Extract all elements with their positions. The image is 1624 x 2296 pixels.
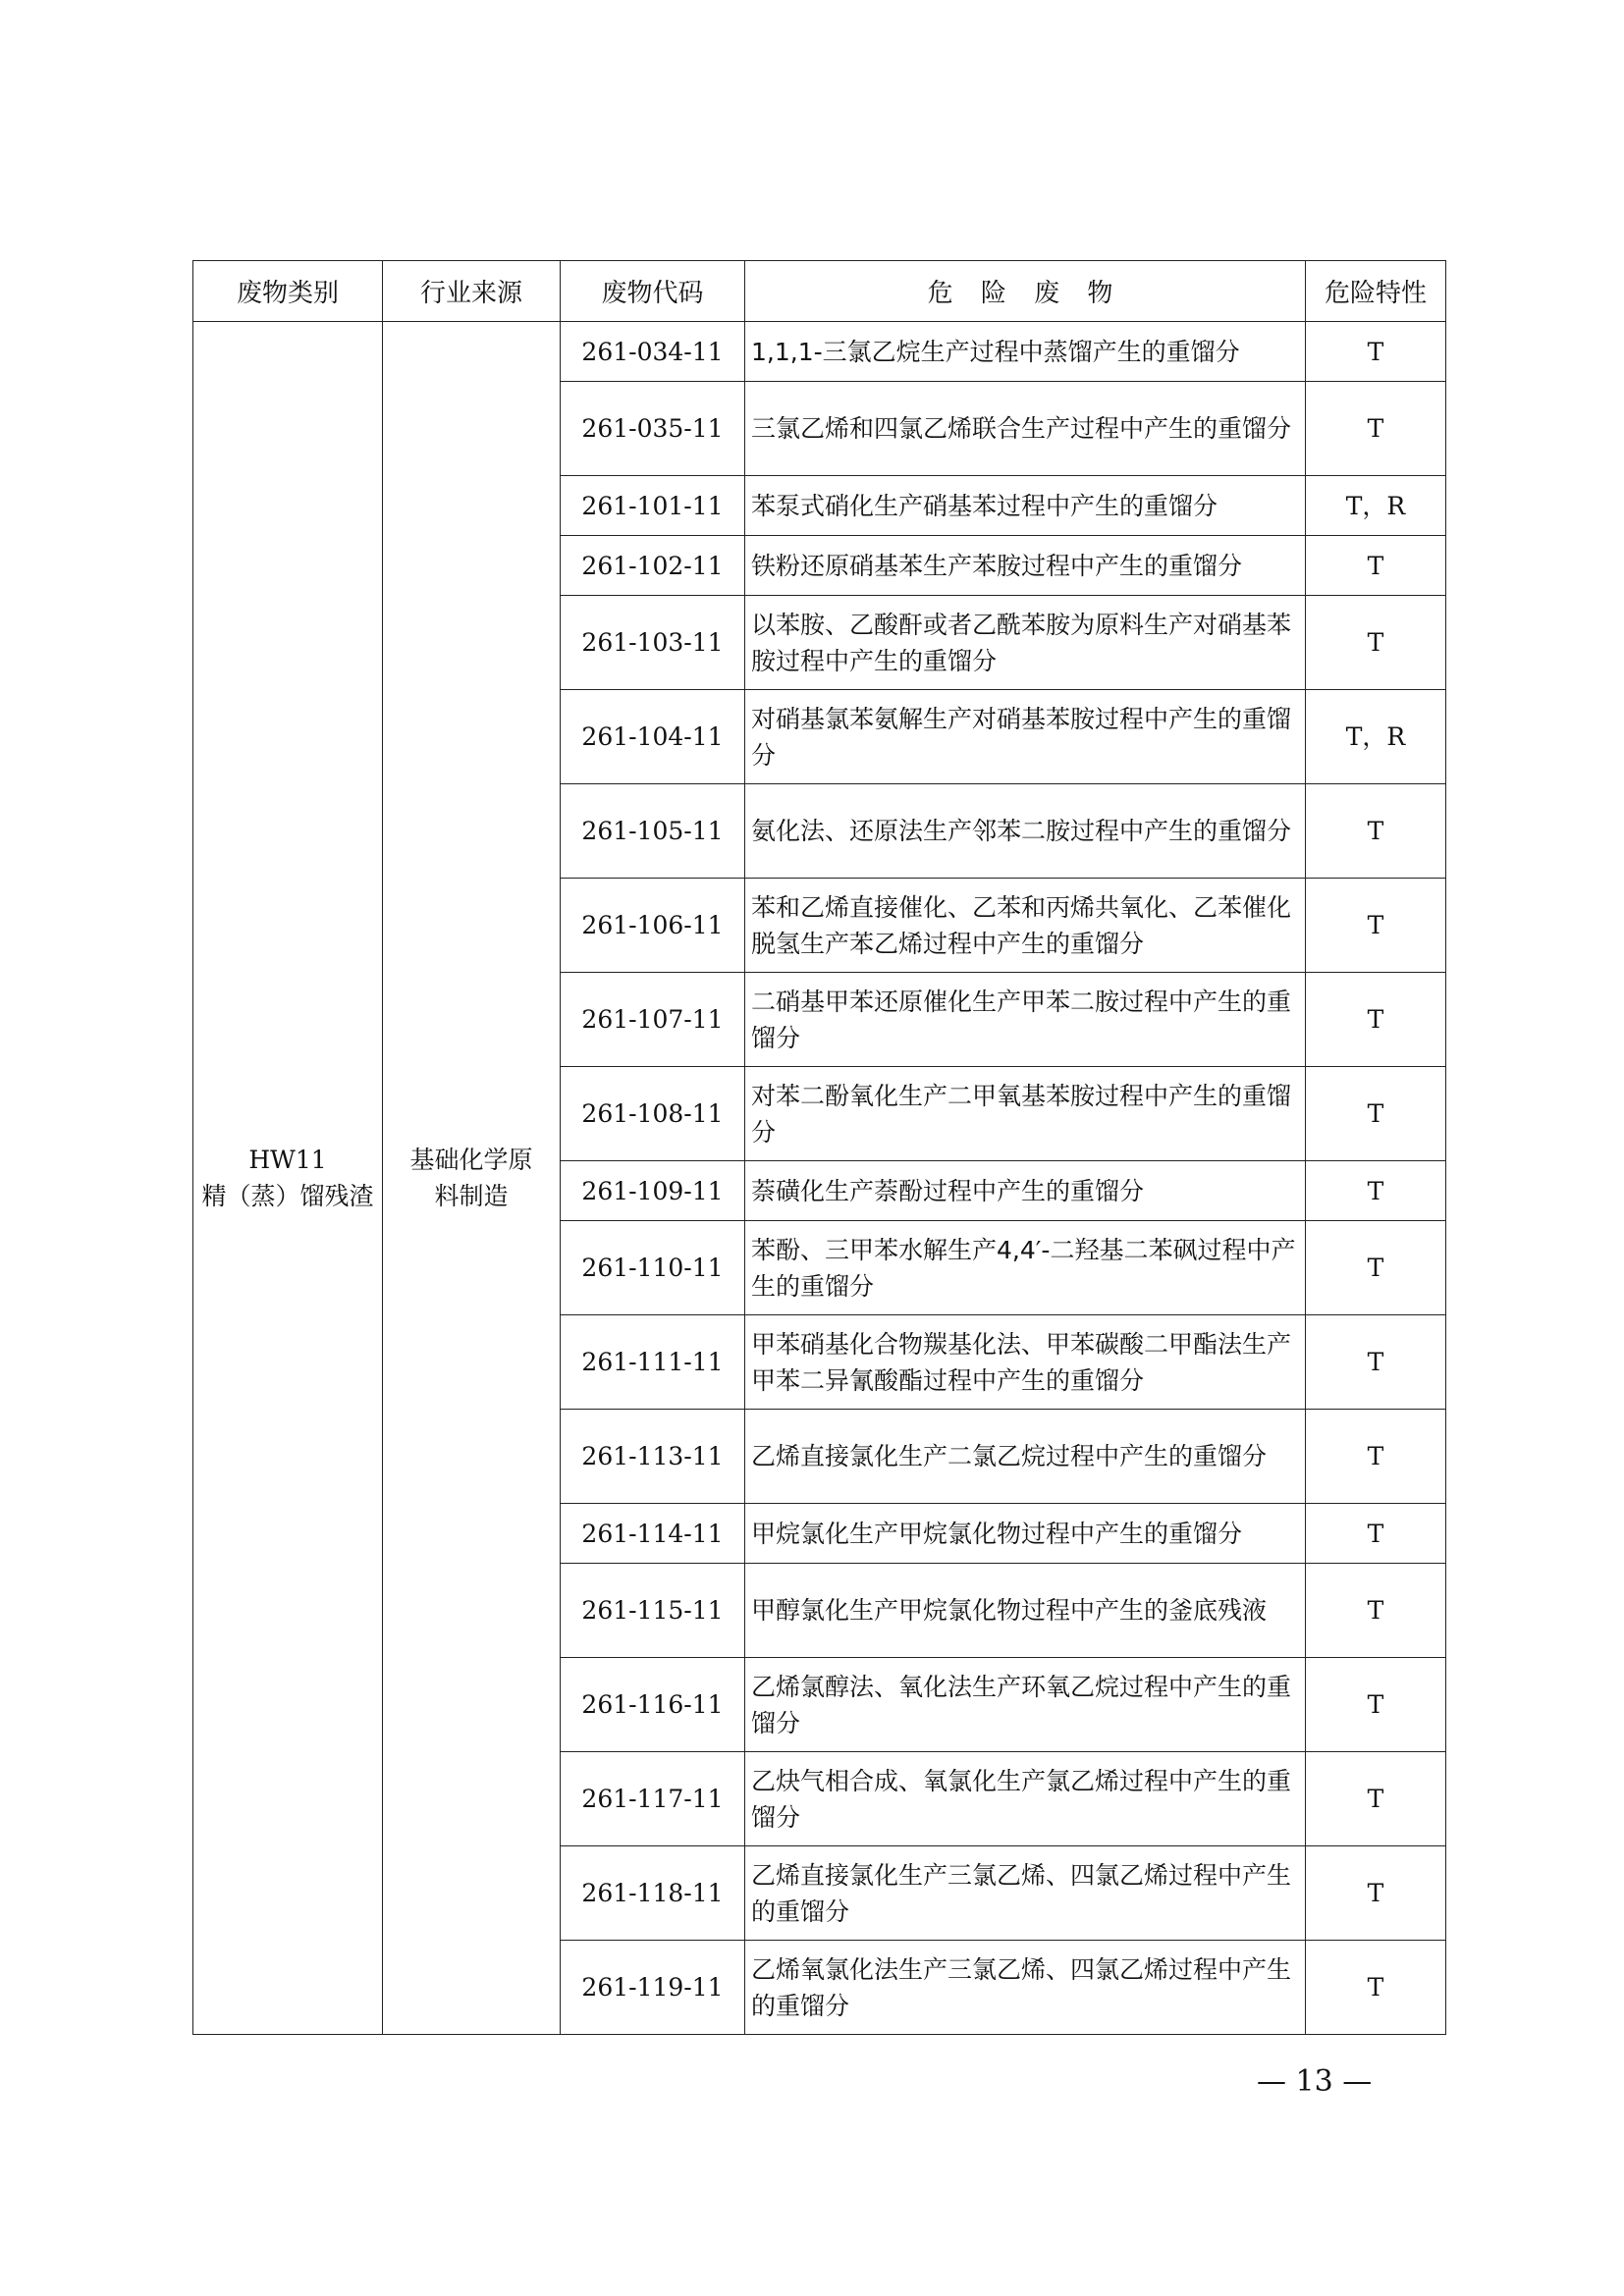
waste-code-cell: 261-102-11 (561, 536, 745, 596)
waste-description-cell: 苯酚、三甲苯水解生产4,4′-二羟基二苯砜过程中产生的重馏分 (745, 1221, 1306, 1315)
industry-source-cell (383, 322, 561, 2035)
hazard-characteristic-cell: T (1306, 1941, 1446, 2035)
waste-code-cell: 261-119-11 (561, 1941, 745, 2035)
waste-description-cell: 乙烯直接氯化生产三氯乙烯、四氯乙烯过程中产生的重馏分 (745, 1846, 1306, 1941)
waste-description-cell: 对苯二酚氧化生产二甲氧基苯胺过程中产生的重馏分 (745, 1067, 1306, 1161)
hazardous-waste-table (192, 260, 1446, 2035)
source-line: 基础化学原 (409, 1146, 533, 1174)
hazard-characteristic-cell: T，R (1306, 690, 1446, 784)
waste-description-cell: 苯和乙烯直接催化、乙苯和丙烯共氧化、乙苯催化脱氢生产苯乙烯过程中产生的重馏分 (745, 879, 1306, 973)
table-header-row (193, 261, 1446, 322)
waste-description-cell: 萘磺化生产萘酚过程中产生的重馏分 (745, 1161, 1306, 1221)
hazard-characteristic-cell: T (1306, 1658, 1446, 1752)
hazard-characteristic-cell: T (1306, 1564, 1446, 1658)
hazard-characteristic-cell: T (1306, 1221, 1446, 1315)
waste-code-cell: 261-111-11 (561, 1315, 745, 1410)
header-waste: 危 险 废 物 (745, 261, 1306, 322)
table-row (193, 322, 1446, 382)
header-characteristic: 危险特性 (1306, 261, 1446, 322)
waste-description-cell: 对硝基氯苯氨解生产对硝基苯胺过程中产生的重馏分 (745, 690, 1306, 784)
waste-code-cell: 261-035-11 (561, 382, 745, 476)
waste-code-cell: 261-105-11 (561, 784, 745, 879)
hazard-characteristic-cell: T (1306, 536, 1446, 596)
hazard-characteristic-cell: T (1306, 1067, 1446, 1161)
header-category: 废物类别 (193, 261, 383, 322)
category-name: 精（蒸）馏残渣 (201, 1182, 374, 1210)
waste-description-cell: 铁粉还原硝基苯生产苯胺过程中产生的重馏分 (745, 536, 1306, 596)
hazard-characteristic-cell: T (1306, 1846, 1446, 1941)
waste-code-cell: 261-116-11 (561, 1658, 745, 1752)
hazard-characteristic-cell: T (1306, 322, 1446, 382)
header-code: 废物代码 (561, 261, 745, 322)
hazard-characteristic-cell: T，R (1306, 476, 1446, 536)
waste-description-cell: 乙炔气相合成、氧氯化生产氯乙烯过程中产生的重馏分 (745, 1752, 1306, 1846)
hazard-characteristic-cell: T (1306, 1752, 1446, 1846)
source-line: 料制造 (434, 1182, 509, 1210)
waste-code-cell: 261-101-11 (561, 476, 745, 536)
waste-description-cell: 甲烷氯化生产甲烷氯化物过程中产生的重馏分 (745, 1504, 1306, 1564)
waste-code-cell: 261-103-11 (561, 596, 745, 690)
page-number: — 13 — (1257, 2064, 1373, 2099)
waste-code-cell: 261-118-11 (561, 1846, 745, 1941)
header-source: 行业来源 (383, 261, 561, 322)
category-code: HW11 (248, 1146, 327, 1174)
waste-description-cell: 乙烯氯醇法、氧化法生产环氧乙烷过程中产生的重馏分 (745, 1658, 1306, 1752)
waste-code-cell: 261-108-11 (561, 1067, 745, 1161)
waste-code-cell: 261-034-11 (561, 322, 745, 382)
waste-code-cell: 261-109-11 (561, 1161, 745, 1221)
hazard-characteristic-cell: T (1306, 1161, 1446, 1221)
waste-description-cell: 甲醇氯化生产甲烷氯化物过程中产生的釜底残液 (745, 1564, 1306, 1658)
waste-description-cell: 苯泵式硝化生产硝基苯过程中产生的重馏分 (745, 476, 1306, 536)
waste-description-cell: 甲苯硝基化合物羰基化法、甲苯碳酸二甲酯法生产甲苯二异氰酸酯过程中产生的重馏分 (745, 1315, 1306, 1410)
waste-code-cell: 261-113-11 (561, 1410, 745, 1504)
waste-code-cell: 261-104-11 (561, 690, 745, 784)
waste-code-cell: 261-115-11 (561, 1564, 745, 1658)
table-body (193, 322, 1446, 2035)
waste-description-cell: 二硝基甲苯还原催化生产甲苯二胺过程中产生的重馏分 (745, 973, 1306, 1067)
waste-description-cell: 以苯胺、乙酸酐或者乙酰苯胺为原料生产对硝基苯胺过程中产生的重馏分 (745, 596, 1306, 690)
hazard-characteristic-cell: T (1306, 879, 1446, 973)
waste-description-cell: 1,1,1-三氯乙烷生产过程中蒸馏产生的重馏分 (745, 322, 1306, 382)
hazard-characteristic-cell: T (1306, 1315, 1446, 1410)
waste-description-cell: 乙烯氧氯化法生产三氯乙烯、四氯乙烯过程中产生的重馏分 (745, 1941, 1306, 2035)
waste-description-cell: 三氯乙烯和四氯乙烯联合生产过程中产生的重馏分 (745, 382, 1306, 476)
hazard-characteristic-cell: T (1306, 784, 1446, 879)
hazard-characteristic-cell: T (1306, 382, 1446, 476)
waste-code-cell: 261-110-11 (561, 1221, 745, 1315)
waste-code-cell: 261-106-11 (561, 879, 745, 973)
waste-code-cell: 261-107-11 (561, 973, 745, 1067)
hazard-characteristic-cell: T (1306, 596, 1446, 690)
hazard-characteristic-cell: T (1306, 1410, 1446, 1504)
waste-code-cell: 261-117-11 (561, 1752, 745, 1846)
waste-description-cell: 乙烯直接氯化生产二氯乙烷过程中产生的重馏分 (745, 1410, 1306, 1504)
waste-category-cell (193, 322, 383, 2035)
hazard-characteristic-cell: T (1306, 1504, 1446, 1564)
waste-code-cell: 261-114-11 (561, 1504, 745, 1564)
hazard-characteristic-cell: T (1306, 973, 1446, 1067)
waste-description-cell: 氨化法、还原法生产邻苯二胺过程中产生的重馏分 (745, 784, 1306, 879)
